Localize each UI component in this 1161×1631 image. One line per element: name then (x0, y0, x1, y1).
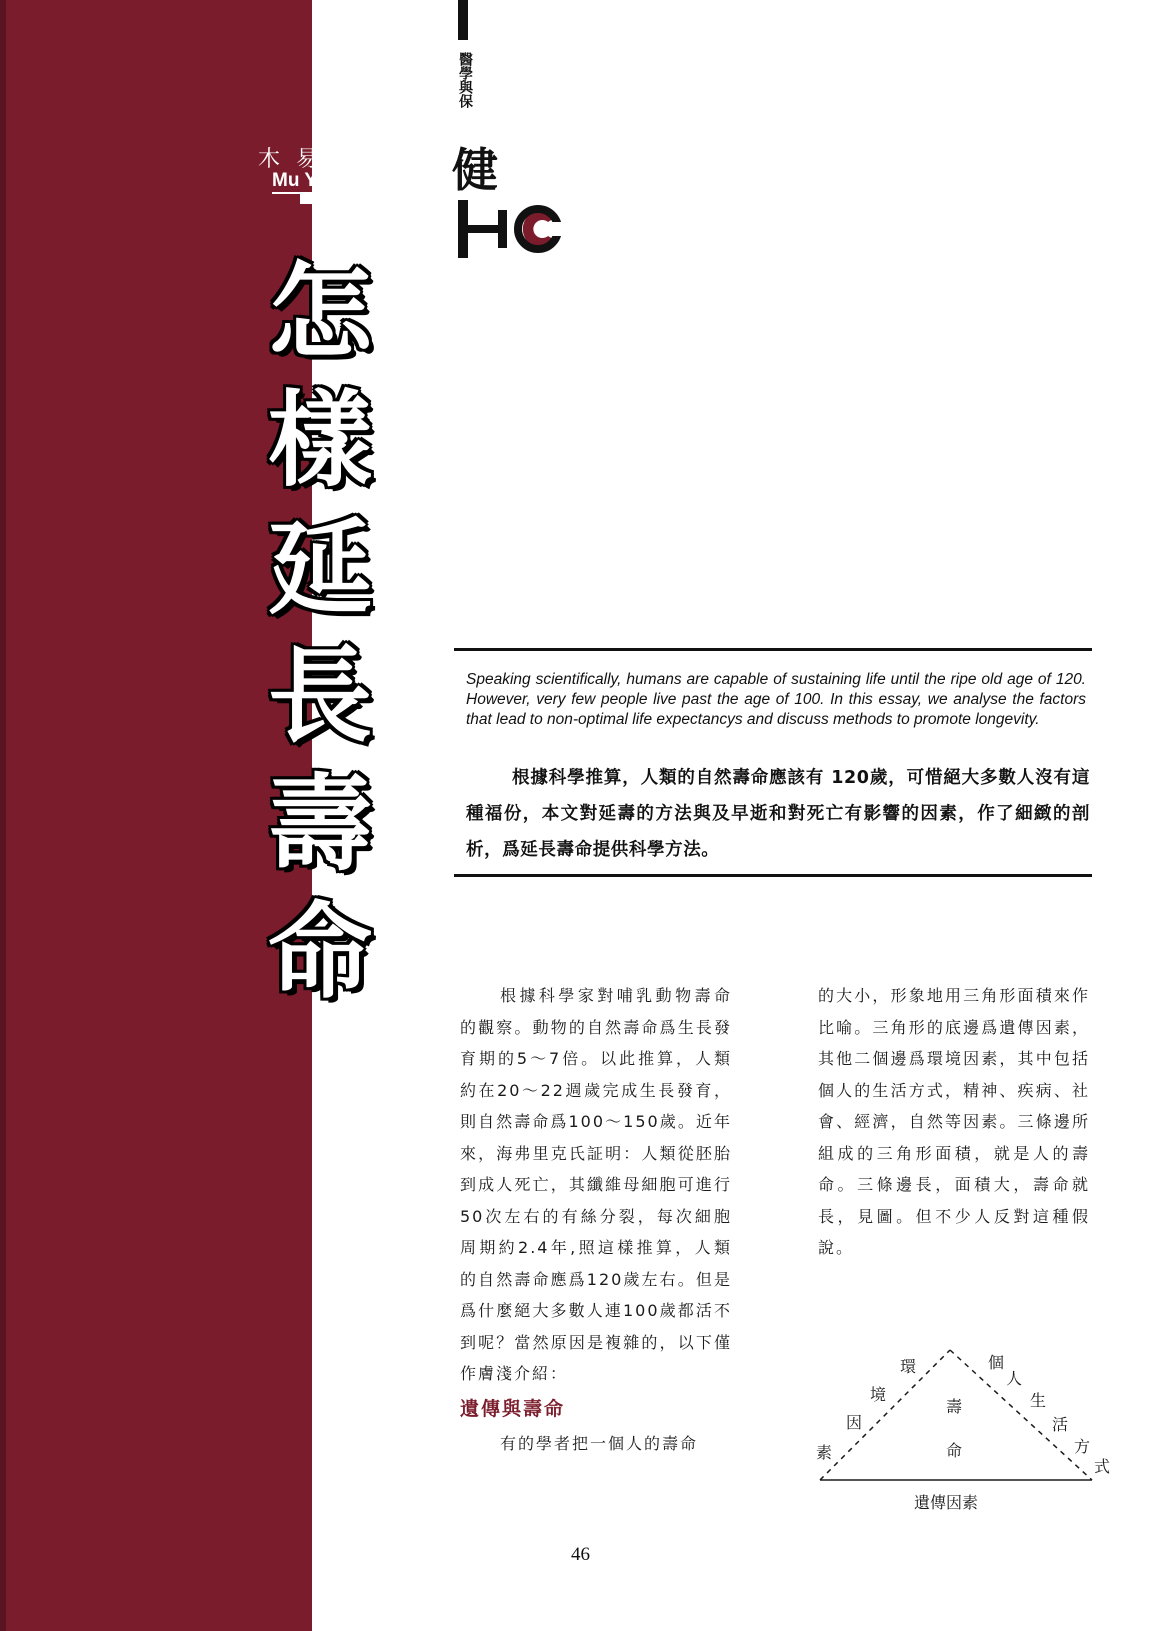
diagram-label: 生 (1030, 1391, 1047, 1410)
body-paragraph: 的大小，形象地用三角形面積來作比喻。三角形的底邊爲遺傳因素，其他二個邊爲環境因素，其中包括個人的生活方式，精神、疾病、社會、經濟，自然等因素。三條邊所組成的三角形面積，就是人的壽命。三條邊長，面積大，壽命就長，見圖。但不少人反對這種假說。 (818, 986, 1090, 1257)
section-bar (458, 0, 468, 40)
diagram-label: 因 (846, 1413, 863, 1432)
abstract-english: Speaking scientifically, humans are capable of sustaining life until the ripe old age of 120. However, very few people live past the age of 100. In this essay, we analyse the factors that lead to non-optimal life expectancys and discuss methods to promote longevity. (466, 671, 1086, 728)
abstract-top-rule (454, 648, 1092, 651)
diagram-center-label: 壽 (946, 1397, 963, 1416)
diagram-label: 個 (988, 1353, 1005, 1372)
title-char: 命 (267, 891, 372, 1013)
body-paragraph: 根據科學家對哺乳動物壽命的觀察。動物的自然壽命爲生長發育期的5～7倍。以此推算，人類約在20～22週歲完成生長發育，則自然壽命爲100～150歲。近年來，海弗里克氏証明：人類從胚胎到成人死亡，其纖維母細胞可進行50次左右的有絲分裂，每次細胞周期約2.4年,照這樣推算，人類的自然壽命應爲120歲左右。但是爲什麼絕大多數人連100歲都活不到呢？當然原因是複雜的，以下僅作膚淺介紹： (460, 986, 732, 1383)
title-char: 長 (267, 635, 372, 757)
title-char: 怎 (267, 251, 372, 373)
diagram-center-label: 命 (946, 1441, 963, 1460)
title-char: 樣 (267, 379, 372, 501)
section-heading: 遺傳與壽命 (460, 1397, 566, 1420)
diagram-label: 活 (1052, 1415, 1069, 1434)
section-label-vertical: 醫學與保 (457, 52, 473, 108)
sidebar-edge (0, 0, 6, 1631)
abstract-bottom-rule (454, 874, 1092, 877)
article-title (264, 248, 376, 1016)
title-char: 延 (267, 507, 372, 629)
author-english-name: Mu Yi Yan (272, 170, 361, 191)
diagram-label: 方 (1074, 1437, 1091, 1456)
diagram-label: 素 (816, 1443, 833, 1462)
author-square-mark (300, 192, 312, 204)
diagram-label: 人 (1006, 1369, 1023, 1388)
section-label-big-char: 健 (452, 143, 498, 197)
body-column-1 (460, 980, 732, 1459)
title-char: 壽 (267, 763, 372, 885)
author-chinese-name: 木易雁 (258, 147, 373, 172)
diagram-base-label: 遺傳因素 (914, 1493, 979, 1512)
diagram-label: 境 (870, 1385, 887, 1404)
lifespan-triangle-diagram (800, 1340, 1120, 1520)
page-number: 46 (571, 1544, 590, 1565)
diagram-label: 環 (900, 1357, 917, 1376)
body-paragraph: 有的學者把一個人的壽命 (500, 1433, 699, 1453)
author-underline (272, 192, 356, 194)
hc-logo-icon (458, 200, 578, 262)
diagram-label: 式 (1094, 1457, 1111, 1476)
abstract-chinese: 根據科學推算，人類的自然壽命應該有 120歲，可惜絕大多數人沒有這種福份，本文對延壽的方法與及早逝和對死亡有影響的因素，作了細緻的剖析，爲延長壽命提供科學方法。 (466, 768, 1090, 860)
body-column-2 (818, 980, 1090, 1264)
